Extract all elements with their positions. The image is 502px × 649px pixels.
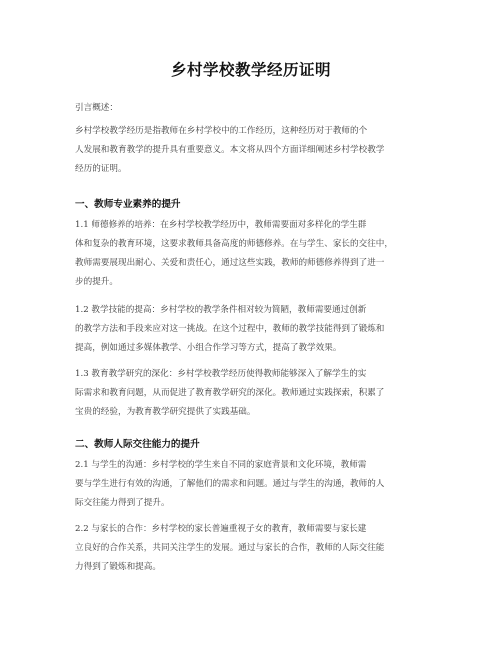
paragraph-1-1: 1.1 师德修养的培养：在乡村学校教学经历中，教师需要面对多样化的学生群 体和复杂的教育环境，这要求教师具备高度的师德修养。在与学生、家长的交往中， 教师需要展现出耐心、关爱和责任心，通过这些实践，教师的师德修养得到了进一 步的提升。 (75, 220, 393, 287)
section-heading-2: 二、教师人际交往能力的提升 (75, 439, 200, 450)
paragraph-1-2: 1.2 教学技能的提高：乡村学校的教学条件相对较为简陋，教师需要通过创新 的教学方法和手段来应对这一挑战。在这个过程中，教师的教学技能得到了锻炼和 提高，例如通过多媒体教学、小组合作学习等方式，提高了教学效果。 (75, 305, 385, 353)
paragraph-2-2: 2.2 与家长的合作：乡村学校的家长普遍重视子女的教育，教师需要与家长建 立良好的合作关系，共同关注学生的发展。通过与家长的合作，教师的人际交往能 力得到了锻炼和提高。 (75, 524, 385, 572)
document-title: 乡村学校教学经历证明 (170, 61, 331, 79)
paragraph-2-1: 2.1 与学生的沟通：乡村学校的学生来自不同的家庭背景和文化环境，教师需 要与学生进行有效的沟通，了解他们的需求和问题。通过与学生的沟通，教师的人 际交往能力得到了提升。 (75, 460, 385, 508)
section-heading-1: 一、教师专业素养的提升 (75, 199, 181, 210)
intro-paragraph: 乡村学校教学经历是指教师在乡村学校中的工作经历，这种经历对于教师的个 人发展和教育教学的提升具有重要意义。本文将从四个方面详细阐述乡村学校教学 经历的证明。 (75, 126, 385, 174)
intro-label: 引言概述： (75, 103, 118, 113)
paragraph-1-3: 1.3 教育教学研究的深化：乡村学校教学经历使得教师能够深入了解学生的实 际需求和教育问题，从而促进了教育教学研究的深化。教师通过实践探索，积累了 宝贵的经验，为教育教学研究提供了实践基础。 (75, 369, 385, 417)
